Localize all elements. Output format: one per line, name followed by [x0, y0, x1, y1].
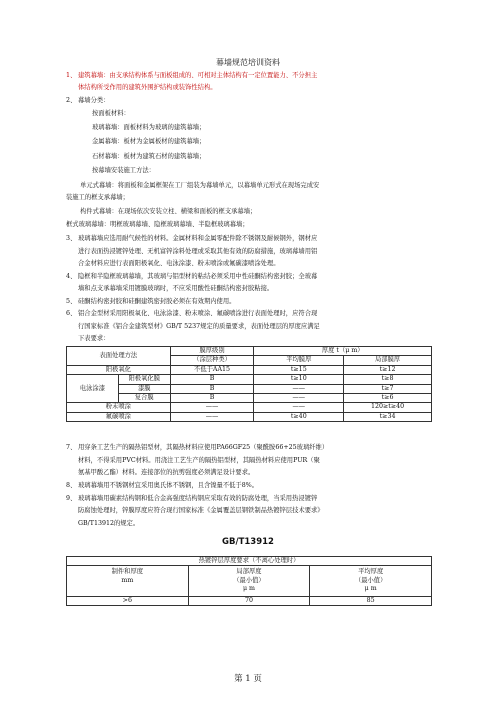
table-row	[67, 596, 432, 605]
cell: t≥8	[344, 375, 432, 384]
item-4-number: 4、	[66, 273, 77, 280]
cell: B	[170, 375, 254, 384]
header-level-2: （涂层种类）	[170, 356, 254, 365]
item-7-line-3: 氨基甲酸乙酯）材料。连接部位的抗剪强度必须满足设计要求。	[78, 469, 255, 476]
item-2-unit-curtain-line-1: 单元式幕墙：将面板和金属框架在工厂组装为幕墙单元，以幕墙单元形式在现场完成安	[80, 182, 320, 189]
cell: t≥40	[254, 412, 344, 421]
cell: 阳极氧化	[67, 365, 171, 374]
cell: t≥34	[344, 412, 432, 421]
table-row	[67, 365, 432, 374]
item-8-number: 8、	[66, 482, 77, 489]
item-7-number: 7、	[66, 444, 77, 451]
cell: t≥15	[254, 365, 344, 374]
item-3-line-1: 玻璃幕墙应选用耐气候性的材料。金属材料和金属零配件除不锈钢及耐候钢外，钢材应	[78, 235, 318, 242]
header-avg-min: （最小值）	[354, 576, 387, 584]
item-4-line-1: 隐框和半隐框玻璃幕墙，其玻璃与铝型材的粘结必须采用中性硅酮结构密封胶；全玻幕	[78, 273, 318, 280]
item-6-line-3: 下表要求：	[78, 335, 110, 342]
item-6-number: 6、	[66, 310, 77, 317]
item-7-line-2: 材料，不得采用PVC材料。用浇注工艺生产的隔热铝型材，其隔热材料应使用PUR（聚	[78, 457, 320, 464]
table-caption: 热镀锌层厚度要求（不离心处理时）	[67, 557, 432, 566]
cell: 不低于AA15	[170, 365, 254, 374]
header-avg: 平均膜厚	[254, 356, 344, 365]
item-3-number: 3、	[66, 235, 77, 242]
zinc-thickness-table	[66, 556, 432, 606]
table-caption-row	[67, 557, 432, 566]
cell: ——	[254, 403, 344, 412]
cell: t≥6	[344, 394, 432, 403]
header-local-thickness	[188, 566, 310, 596]
item-2-frame-glass-curtain: 框式玻璃幕墙：明框玻璃幕墙、隐框玻璃幕墙、半隐框玻璃幕墙；	[66, 221, 249, 228]
header-avg-label: 平均厚度	[358, 568, 384, 576]
document-title: 幕墙规范培训资料	[216, 58, 280, 67]
cell: 70	[188, 596, 310, 605]
item-3-line-2: 进行表面热浸镀锌处理、无机富锌涂料处理或采取其他有效的防腐措施，玻璃幕墙用铝	[78, 248, 318, 255]
item-2-glass-curtain: 玻璃幕墙：面板材料为玻璃的建筑幕墙；	[92, 124, 206, 131]
item-4-line-2: 墙和点支承幕墙采用镀膜玻璃时，不应采用酸性硅酮结构密封胶粘接。	[78, 285, 274, 292]
cell: B	[170, 384, 254, 393]
item-2-component-curtain: 构件式幕墙：在现场依次安装立柱、横梁和面板的框支承幕墙；	[80, 208, 257, 215]
cell: ——	[170, 412, 254, 421]
item-3	[66, 233, 432, 245]
item-1-line-1: 建筑幕墙：由支承结构体系与面板组成的、可相对主体结构有一定位置能力、不分担主	[78, 72, 318, 79]
cell: t≥12	[344, 365, 432, 374]
cell: >6	[67, 596, 189, 605]
header-thickness: 厚度 t（μ m）	[254, 347, 432, 356]
page-footer: 第 1 页	[234, 674, 262, 684]
item-2-metal-curtain: 金属幕墙：板材为金属板材的建筑幕墙；	[92, 138, 206, 145]
header-local-unit: μ m	[242, 585, 256, 593]
table-row	[67, 394, 432, 403]
cell: 阳极氧化膜	[118, 375, 170, 384]
item-3-line-3: 合金材料应进行表面阳极氧化、电泳涂漆、粉末喷涂或氟碳漆喷涂处理。	[78, 260, 280, 267]
header-avg-thickness	[310, 566, 432, 596]
item-8	[66, 480, 432, 492]
item-5	[66, 296, 432, 308]
item-2	[66, 95, 432, 107]
item-6-line-1: 铝合金型材采用阳极氧化、电泳涂漆、粉末喷涂、氟碳喷涂进行表面处理时，应符合现	[78, 310, 318, 317]
cell: ——	[254, 384, 344, 393]
header-method: 表面处理方法	[67, 347, 171, 366]
item-9	[66, 493, 432, 505]
table-header-row	[67, 347, 432, 356]
item-5-line-1: 硅酮结构密封胶和硅酮建筑密封胶必须在有效期内使用。	[78, 298, 236, 305]
header-local-min: （最小值）	[233, 576, 265, 584]
cell: 复合膜	[118, 394, 170, 403]
item-7-line-1: 用穿条工艺生产的隔热铝型材，其隔热材料应使用PA66GF25（聚酰胺66+25玻璃纤维）	[78, 444, 329, 451]
header-local: 局部膜厚	[344, 356, 432, 365]
item-6-line-2: 行国家标准《铝合金建筑型材》GB/T 5237规定的质量要求，表面处理层的厚度应满足	[78, 323, 320, 330]
item-2-stone-curtain: 石材幕墙：板材为建筑石材的建筑幕墙；	[92, 153, 206, 160]
table-row	[67, 384, 432, 393]
cell: B	[170, 394, 254, 403]
cell: 85	[310, 596, 432, 605]
section-title: GB/T13912	[222, 537, 274, 547]
item-4	[66, 271, 432, 283]
item-6	[66, 308, 432, 320]
cell: t≥7	[344, 384, 432, 393]
item-9-line-2: 防腐蚀处理时，锌膜厚度应符合现行国家标准《金属覆盖层钢铁制品热镀锌层技术要求》	[78, 507, 324, 514]
header-part-thickness	[67, 566, 189, 596]
header-part-thickness-unit: mm	[121, 576, 134, 584]
table-row	[67, 412, 432, 421]
item-1-line-2: 体结构所受作用的建筑外围护结构或装饰性结构。	[78, 84, 217, 91]
item-9-number: 9、	[66, 495, 77, 502]
table-row	[67, 375, 432, 384]
table-row	[67, 403, 432, 412]
header-part-thickness-label: 制件和厚度	[111, 568, 144, 576]
item-2-line-1: 幕墙分类：	[78, 97, 110, 104]
header-level-1: 膜厚级别	[170, 347, 254, 356]
item-1-number: 1、	[66, 72, 77, 79]
cell: 粉末喷涂	[67, 403, 171, 412]
cell: 氟碳喷涂	[67, 412, 171, 421]
cell: 漆膜	[118, 384, 170, 393]
cell-group: 电泳涂漆	[67, 375, 119, 403]
table-header-row	[67, 566, 432, 596]
surface-treatment-table	[66, 346, 432, 422]
item-8-line-1: 玻璃幕墙用不锈钢材宜采用奥氏体不锈钢，且含镍量不低于8%。	[78, 482, 259, 489]
cell: ——	[170, 403, 254, 412]
item-2-panel-material: 按面板材料：	[92, 110, 130, 117]
header-local-label: 局部厚度	[236, 568, 262, 576]
header-avg-unit: μ m	[364, 585, 377, 593]
cell: 120≥t≥40	[344, 403, 432, 412]
item-2-unit-curtain-line-2: 装施工的框支承幕墙；	[66, 194, 129, 201]
item-9-line-3: GB/T13912的规定。	[78, 520, 140, 527]
cell: ——	[254, 394, 344, 403]
item-2-install-method: 按幕墙安装施工方法：	[92, 167, 155, 174]
item-5-number: 5、	[66, 298, 77, 305]
item-1	[66, 70, 432, 82]
item-2-number: 2、	[66, 97, 77, 104]
item-9-line-1: 玻璃幕墙用碳素结构钢和低合金高强度结构钢应采取有效的防腐处理，当采用热浸镀锌	[78, 495, 318, 502]
item-7	[66, 442, 432, 454]
cell: t≥10	[254, 375, 344, 384]
